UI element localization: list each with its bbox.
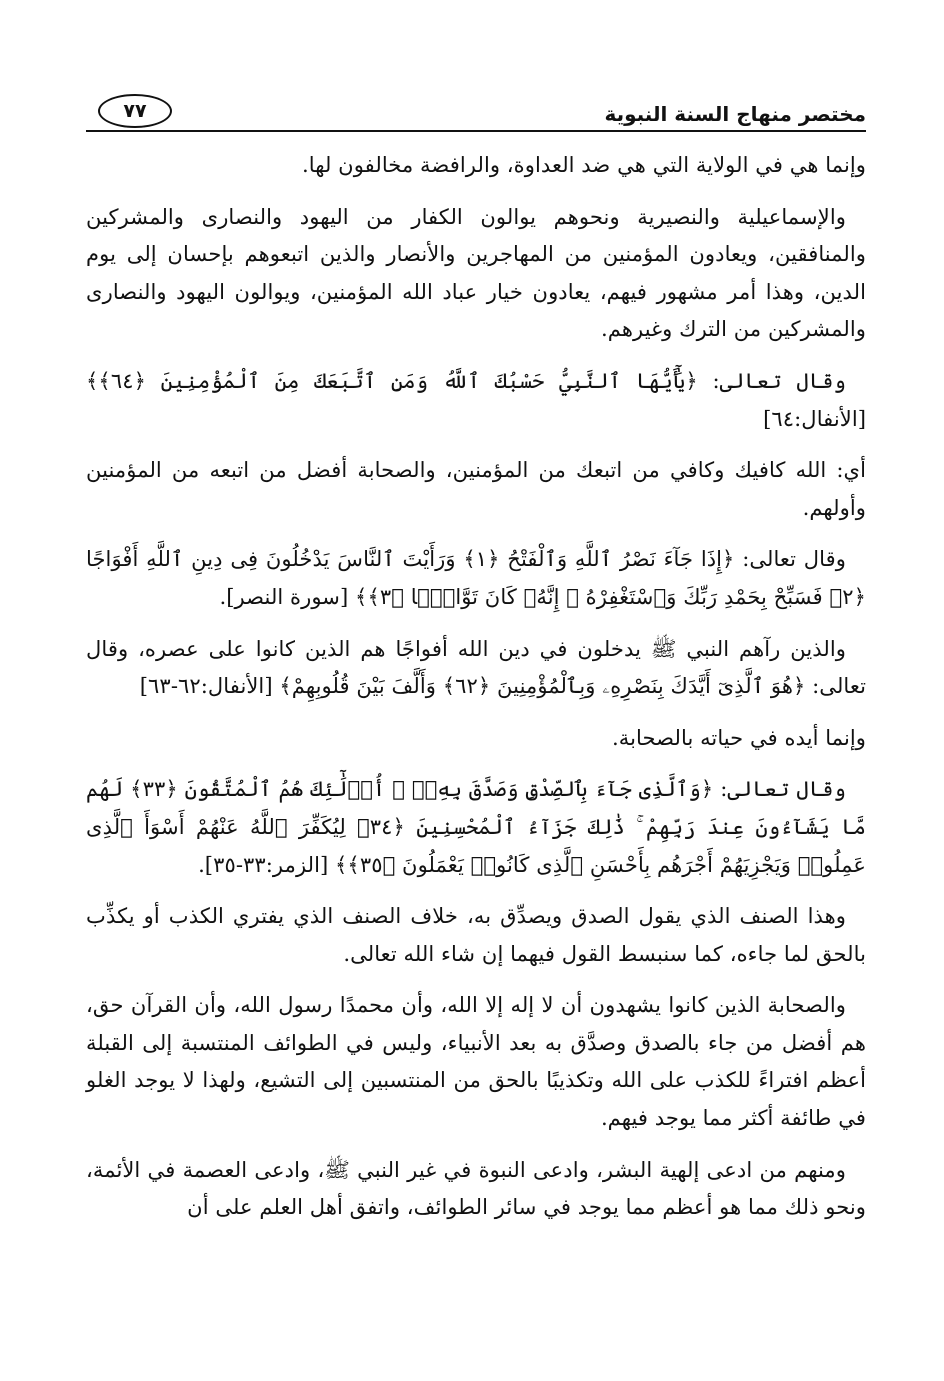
quran-citation: وقال تعالى: ﴿إِذَا جَآءَ نَصْرُ ٱللَّهِ وَٱلْفَتْحُ ﴿١﴾ وَرَأَيْتَ ٱلنَّاسَ يَدْخُلُونَ فِى دِينِ ٱللَّهِ أَفْوَاجًا ﴿٢﴾ فَسَبِّحْ بِحَمْدِ رَبِّكَ وَٱسْتَغْفِرْهُ ۚ إِنَّهُۥ كَانَ تَوَّابًۢا ﴿٣﴾﴾ [سورة النصر].	[86, 546, 866, 609]
body-text	[86, 146, 866, 1226]
paragraph: والصحابة الذين كانوا يشهدون أن لا إله إلا الله، وأن محمدًا رسول الله، وأن القرآن حق، هم أفضل من جاء بالصدق وصدَّق به بعد الأنبياء، وليس في الطوائف المنتسبة إلى القبلة أعظم افتراءً للكذب على الله وتكذيبًا بالحق من المنتسبين إلى التشيع، ولهذا لا يوجد الغلو في طائفة أكثر مما يوجد فيهم.	[86, 992, 866, 1131]
paragraph: والإسماعيلية والنصيرية ونحوهم يوالون الكفار من اليهود والنصارى والمشركين والمنافقين، ويعادون المؤمنين من المهاجرين والأنصار والذين اتبعوهم بإحسان إلى يوم الدين، وهذا أمر مشهور فيهم، يعادون خيار عباد الله المؤمنين، ويوالون اليهود والنصارى والمشركين من الترك وغيرهم.	[86, 203, 866, 342]
paragraph: وإنما أيده في حياته بالصحابة.	[612, 724, 866, 750]
paragraph: والذين رآهم النبي ﷺ يدخلون في دين الله أفواجًا هم الذين كانوا على عصره، وقال تعالى: ﴿هُوَ ٱلَّذِىٓ أَيَّدَكَ بِنَصْرِهِۦ وَبِٱلْمُؤْمِنِينَ ﴿٦٢﴾ وَأَلَّفَ بَيْنَ قُلُوبِهِمْ﴾ [الأنفال:٦٢-٦٣]	[86, 635, 866, 699]
paragraph: ومنهم من ادعى إلهية البشر، وادعى النبوة في غير النبي ﷺ، وادعى العصمة في الأئمة، ونحو ذلك مما هو أعظم مما يوجد في سائر الطوائف، واتفق أهل العلم على أن	[86, 1156, 866, 1220]
book-page	[86, 86, 866, 1356]
page-header	[86, 86, 866, 130]
quran-citation: وقال تعالى: ﴿وَٱلَّذِى جَآءَ بِٱلصِّدْقِ وَصَدَّقَ بِهِۦٓ ۙ أُو۟لَٰٓئِكَ هُمُ ٱلْمُتَّقُونَ ﴿٣٣﴾ لَهُم مَّا يَشَآءُونَ عِندَ رَبِّهِمْ ۚ ذَٰلِكَ جَزَآءُ ٱلْمُحْسِنِينَ ﴿٣٤﴾ لِيُكَفِّرَ ٱللَّهُ عَنْهُمْ أَسْوَأَ ٱلَّذِى عَمِلُوا۟ وَيَجْزِيَهُمْ أَجْرَهُم بِأَحْسَنِ ٱلَّذِى كَانُوا۟ يَعْمَلُونَ ﴿٣٥﴾﴾ [الزمر:٣٣-٣٥].	[86, 776, 867, 877]
page-number: ٧٧	[98, 94, 172, 128]
paragraph: وإنما هي في الولاية التي هي ضد العداوة، والرافضة مخالفون لها.	[302, 152, 866, 177]
paragraph: أي: الله كافيك وكافي من اتبعك من المؤمنين، والصحابة أفضل من اتبعه من المؤمنين وأولهم.	[86, 457, 866, 520]
running-title: مختصر منهاج السنة النبوية	[604, 102, 866, 126]
quran-citation: وقال تعالى: ﴿يَٰٓأَيُّهَا ٱلنَّبِيُّ حَسْبُكَ ٱللَّهُ وَمَنِ ٱتَّبَعَكَ مِنَ ٱلْمُؤْمِنِينَ ﴿٦٤﴾﴾ [الأنفال:٦٤]	[86, 367, 866, 431]
header-rule	[86, 130, 866, 132]
paragraph: وهذا الصنف الذي يقول الصدق ويصدِّق به، خلاف الصنف الذي يفتري الكذب أو يكذِّب بالحق لما جاءه، كما سنبسط القول فيهما إن شاء الله تعالى.	[86, 903, 866, 966]
